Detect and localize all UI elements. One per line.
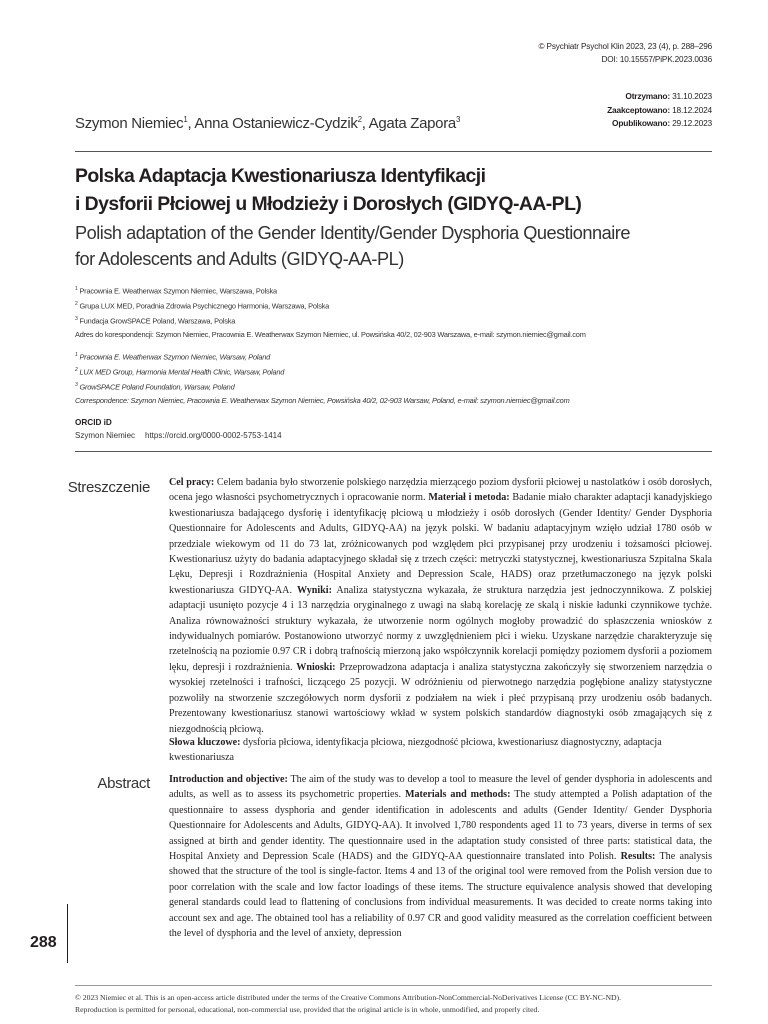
affiliations-polish (75, 283, 715, 341)
author-2: Anna Ostaniewicz-Cydzik (194, 115, 358, 132)
page-number-rule (67, 904, 68, 963)
keywords (169, 735, 712, 766)
author-list: Szymon Niemiec$^1$, Anna Ostaniewicz-Cydzik$^2$, Agata Zapora$^3$ (75, 115, 461, 132)
title-english: Polish adaptation of the Gender Identity/Gender Dysphoria Questionnaire for Adolescents and Adults (GIDYQ-AA-PL) (75, 223, 630, 269)
affiliation-item: $^1$ Pracownia E. Weatherwax Szymon Niemiec, Warsaw, Poland (75, 352, 271, 362)
orcid-author-name: Szymon Niemiec (75, 431, 136, 440)
author-1: Szymon Niemiec (75, 115, 184, 132)
streszczenie-body: Cel pracy: Celem badania było stworzenie polskiego narzędzia mierzącego poziom dysforii płciowej u nastolatków i osób dorosłych, ocena jego własności psychometrycznych i opracowanie norm. Materiał i metoda: Badanie miało charakter adaptacji kanadyjskiego kwestionariusza badającego dysforię i identyfikację płciową u młodzieży i osób dorosłych (Gender Identity/ Gender Dysphoria Questionnaire for Adolescents and Adults, GIDYQ-AA) na język polski. W badaniu adaptacyjnym wzięło udział 1780 osób w przedziale wiekowym od 11 do 73 lat, zróżnicowanych pod względem płci przypisanej przy urodzeniu i tożsamości płciowej. Kwestionariusz użyty do badania adaptacyjnego składał się z trzech części: metryczki statystycznej, kwestionariusza Szpitalna Skala Lęku, Depresji i Rozdrażnienia (Hospital Anxiety and Depression Scale, HADS) oraz przetłumaczonego na język polski kwestionariusza GIDYQ-AA. Wyniki: Analiza statystyczna wykazała, że struktura narzędzia jest jednoczynnikowa. Z polskiej adaptacji usunięto pozycje 4 i 13 narzędzia oryginalnego z uwagi na słabą korelację ze skalą i niskie ładunki czynnikowe tychże. Analiza równoważności struktury wykazała, że utworzenie norm ogólnych mogłoby prowadzić do spłaszczenia wniosków z indywidualnych pomiarów. Postanowiono utworzyć normy z uwzględnieniem płci i wieku. Uzyskane narzędzie charakteryzuje się rzetelnością na poziomie 0.97 CR i dobrą trafnością mierzoną jako współczynnik korelacji pomiędzy poziomem dysforii a poziomem lęku, depresji i rozdrażnienia. Wnioski: Przeprowadzona adaptacja i analiza statystyczna zakończyły się stworzeniem narzędzia o wysokiej rzetelności i trafności, liczącego 25 pozycji. W odróżnieniu od pierwotnego narzędzia pogłębione analizy statystyczne pozwoliły na stworzenie szczegółowych norm dysforii z podziałem na wiek i płeć przypisaną przy urodzeniu osób badanych. Prezentowany kwestionariusz stanowi wartościowy wkład w system polskich standardów diagnostyki osób zmagających się z niezgodnością płciową. (169, 477, 713, 735)
journal-header (539, 40, 712, 66)
affiliation-item: $^1$ Pracownia E. Weatherwax Szymon Niemiec, Warszawa, Polska (75, 286, 277, 296)
accepted-date: Zaakceptowano: 18.12.2024 (607, 104, 712, 115)
affiliations-english (75, 349, 715, 407)
keywords-text: dysforia płciowa, identyfikacja płciowa, niezgodność płciowa, kwestionariusz diagnostyczny, adaptacja kwestionariusza (169, 737, 662, 764)
title-polish: Polska Adaptacja Kwestionariusza Identyfikacji i Dysforii Płciowej u Młodzieży i Dorosłych (GIDYQ-AA-PL) (75, 165, 582, 215)
correspondence-english: Correspondence: Szymon Niemiec, Pracownia E. Weatherwax Szymon Niemiec, Powsińska 40/2, 02-903 Warsaw, Poland, e-mail: szymon.niemiec@gmail.com (75, 395, 570, 405)
license-footer: © 2023 Niemiec et al. This is an open-access article distributed under the terms of the Creative Commons Attribution-NonCommercial-NoDerivatives License (CC BY-NC-ND). Reproduction is permitted for personal, educational, non-commercial use, provided that the original article is in whole, unmodified, and properly cited. (75, 993, 622, 1014)
journal-doi: DOI: 10.15557/PiPK.2023.0036 (601, 55, 712, 64)
streszczenie-label: Streszczenie (67, 479, 150, 496)
affiliation-item: $^2$ LUX MED Group, Harmonia Mental Health Clinic, Warsaw, Poland (75, 367, 285, 377)
footer-divider (75, 985, 712, 986)
page-number: 288 (30, 934, 57, 951)
section-divider (75, 451, 712, 452)
published-date: Opublikowano: 29.12.2023 (612, 118, 712, 128)
header-divider (75, 151, 712, 152)
affiliation-item: $^2$ Grupa LUX MED, Poradnia Zdrowia Psychicznego Harmonia, Warszawa, Polska (75, 301, 330, 311)
keywords-label: Słowa kluczowe: (169, 737, 241, 748)
received-date: Otrzymano: 31.10.2023 (625, 91, 712, 101)
abstract-label: Abstract (97, 775, 150, 792)
journal-citation: © Psychiatr Psychol Klin 2023, 23 (4), p. 288–296 (538, 42, 712, 51)
affiliation-item: $^3$ GrowSPACE Poland Foundation, Warsaw, Poland (75, 382, 235, 392)
correspondence-polish: Adres do korespondencji: Szymon Niemiec, Pracownia E. Weatherwax Szymon Niemiec, ul. Powsińska 40/2, 02-903 Warszawa, e-mail: szymon.niemiec@gmail.com (75, 329, 586, 339)
article-dates (607, 90, 712, 131)
author-3: Agata Zapora (368, 115, 456, 132)
abstract-body: Introduction and objective: The aim of the study was to develop a tool to measure the level of gender dysphoria in adolescents and adults, as well as to assess its psychometric properties. Materials and methods: The study attempted a Polish adaptation of the questionnaire to assess dysphoria and gender identification in adolescents and adults (Gender Identity/ Gender Dysphoria Questionnaire for Adolescents and Adults, GIDYQ-AA). It involved 1,780 respondents aged 11 to 73 years, diverse in terms of sex assigned at birth and gender identity. The questionnaire used in the adaptation study consisted of three parts: statistical data, the Hospital Anxiety and Depression Scale (HADS) and the GIDYQ-AA questionnaire translated into Polish. Results: The analysis showed that the structure of the tool is single-factor. Items 4 and 13 of the original tool were removed from the Polish version due to poor correlation with the scale and low factor loadings of these items. The structure equivalence analysis showed that developing general standards could lead to flattening of conclusions from individual measurements. It was decided to create norms taking into account sex and age. The obtained tool has a reliability of 0.97 CR and good validity measured as the correlation coefficient between the level of dysphoria and the level of anxiety, depression (169, 774, 712, 940)
orcid-heading: ORCID iD (75, 418, 112, 427)
affiliation-item: $^3$ Fundacja GrowSPACE Poland, Warszawa, Polska (75, 316, 236, 326)
orcid-link[interactable]: https://orcid.org/0000-0002-5753-1414 (145, 431, 282, 440)
